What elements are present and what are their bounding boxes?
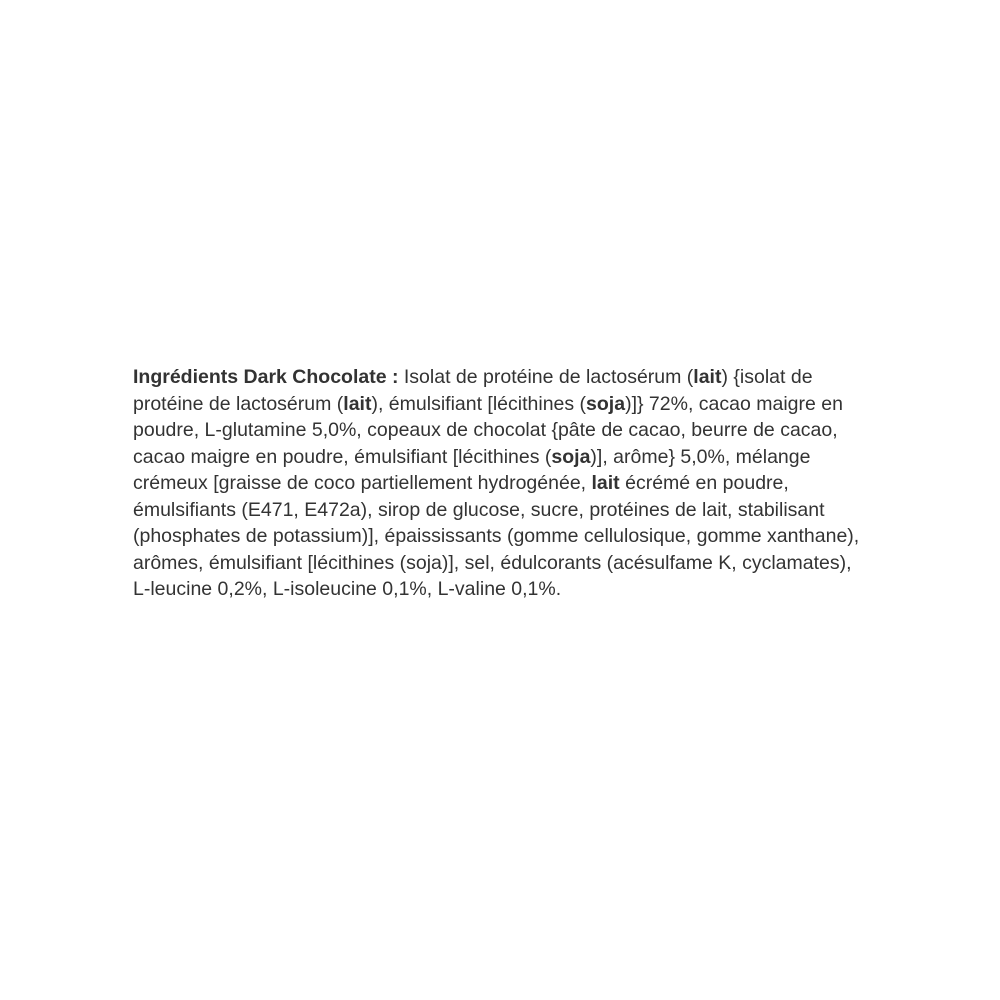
text-segment: )]} 72%, cacao maigre en (625, 392, 843, 415)
bold-text-segment: lait (591, 472, 620, 494)
ingredients-line (133, 417, 893, 444)
bold-text-segment: lait (693, 366, 722, 388)
ingredients-line (133, 523, 893, 550)
text-segment: ) {isolat de (721, 366, 813, 388)
text-segment: cacao maigre en poudre, émulsifiant [lécithines ( (133, 445, 552, 468)
ingredients-line (133, 497, 893, 524)
ingredients-line (133, 576, 893, 603)
text-segment: L-leucine 0,2%, L-isoleucine 0,1%, L-valine 0,1%. (133, 578, 562, 600)
bold-text-segment: Ingrédients Dark Chocolate : (133, 366, 399, 388)
text-segment: (phosphates de potassium)], épaississants (gomme cellulosique, gomme xanthane), (133, 525, 860, 547)
ingredients-line (133, 444, 893, 471)
ingredients-line (133, 391, 893, 418)
text-segment: protéine de lactosérum ( (133, 392, 344, 415)
bold-text-segment: soja (586, 392, 626, 415)
ingredients-line (133, 470, 893, 497)
bold-text-segment: lait (343, 392, 372, 415)
text-segment: poudre, L-glutamine 5,0%, copeaux de chocolat {pâte de cacao, beurre de cacao, (133, 419, 838, 441)
bold-text-segment: soja (551, 445, 591, 468)
ingredients-line (133, 364, 893, 391)
text-segment: ), émulsifiant [lécithines ( (371, 392, 587, 415)
text-segment: émulsifiants (E471, E472a), sirop de glucose, sucre, protéines de lait, stabilisant (133, 498, 825, 521)
text-segment: Isolat de protéine de lactosérum ( (398, 366, 694, 388)
ingredients-line (133, 550, 893, 577)
ingredients-text-block (133, 364, 893, 603)
text-segment: arômes, émulsifiant [lécithines (soja)], sel, édulcorants (acésulfame K, cyclamates), (133, 551, 852, 574)
text-segment: écrémé en poudre, (619, 472, 789, 494)
text-segment: crémeux [graisse de coco partiellement hydrogénée, (133, 472, 592, 494)
text-segment: )], arôme} 5,0%, mélange (590, 445, 811, 468)
